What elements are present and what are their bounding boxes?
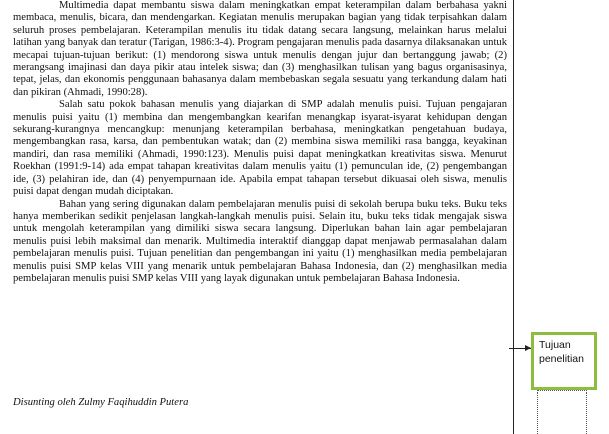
comment-balloon[interactable] <box>531 332 597 390</box>
comment-guide-left <box>537 392 538 434</box>
paragraph-1: Multimedia dapat membantu siswa dalam meningkatkan empat keterampilan dalam berbahasa yakni membaca, menulis, bicara, dan mendengarkan. Kegiatan menulis merupakan bagian yang tidak terpisahkan dalam seluruh proses pembelajaran. Keterampilan menulis itu tidak datang secara langsung, melainkan harus melalui latihan yang banyak dan teratur (Tarigan, 1986:3-4). Program pengajaran menulis pada dasarnya dilaksanakan untuk mecapai tujuan-tujuan berikut: (1) mendorong siswa untuk menulis dengan jujur dan bertanggung jawab; (2) merangsang imajinasi dan daya pikir atau intelek siswa; dan (3) menghasilkan tulisan yang bagus organisasinya, tepat, jelas, dan ekonomis penggunaan bahasanya dalam membebaskan segala sesuatu yang terkandung dalam hati dan pikiran (Ahmadi, 1990:28). <box>13 0 507 98</box>
paragraph-3: Bahan yang sering digunakan dalam pembelajaran menulis puisi di sekolah berupa buku teks. Buku teks hanya memberikan sedikit penjelasan langkah-langkah menulis puisi. Selain itu, buku teks tidak mengajak siswa untuk mengolah keterampilan yang dimiliki siswa secara langsung. Diperlukan bahan lain agar pembelajaran menulis puisi lebih maksimal dan menarik. Multimedia interaktif dianggap dapat menjawab permasalahan dalam pembelajaran menulis puisi. Tujuan penelitian dan pengembangan ini yaitu (1) menghasilkan media pembelajaran menulis puisi SMP kelas VIII yang menarik untuk pembelajaran Bahasa Indonesia, dan (2) menghasilkan media pembelajaran menulis puisi SMP kelas VIII yang layak digunakan untuk pembelajaran Bahasa Indonesia. <box>13 198 507 284</box>
comment-guide-right <box>586 392 587 434</box>
comment-text: Tujuan penelitian <box>539 339 584 365</box>
document-body[interactable] <box>13 0 507 285</box>
author-credit: Disunting oleh Zulmy Faqihuddin Putera <box>13 397 189 408</box>
paragraph-2: Salah satu pokok bahasan menulis yang diajarkan di SMP adalah menulis puisi. Tujuan pengajaran menulis puisi yaitu (1) membina dan mengembangkan kearifan menangkap isyarat-isyarat kehidupan dengan sekurang-kurangnya mencangkup: menunjang keterampilan berbahasa, meningkatkan pengetahuan budaya, mengembangkan rasa, karsa, dan pembentukan watak; dan (2) membina siswa memiliki rasa bangga, keyakinan mandiri, dan rasa memiliki (Ahmadi, 1990:123). Menulis puisi dapat meningkatkan kreativitas siswa. Menurut Roekhan (1991:9-14) ada empat tahapan kreativitas dalam menulis yaitu (1) pemunculan ide, (2) pengembangan ide, (3) pelahiran ide, dan (4) penyempurnaan ide. Apabila empat tahapan tersebut dikuasai oleh siswa, menulis puisi dapat dengan mudah diciptakan. <box>13 99 507 198</box>
comment-guide-horizontal <box>537 390 587 391</box>
